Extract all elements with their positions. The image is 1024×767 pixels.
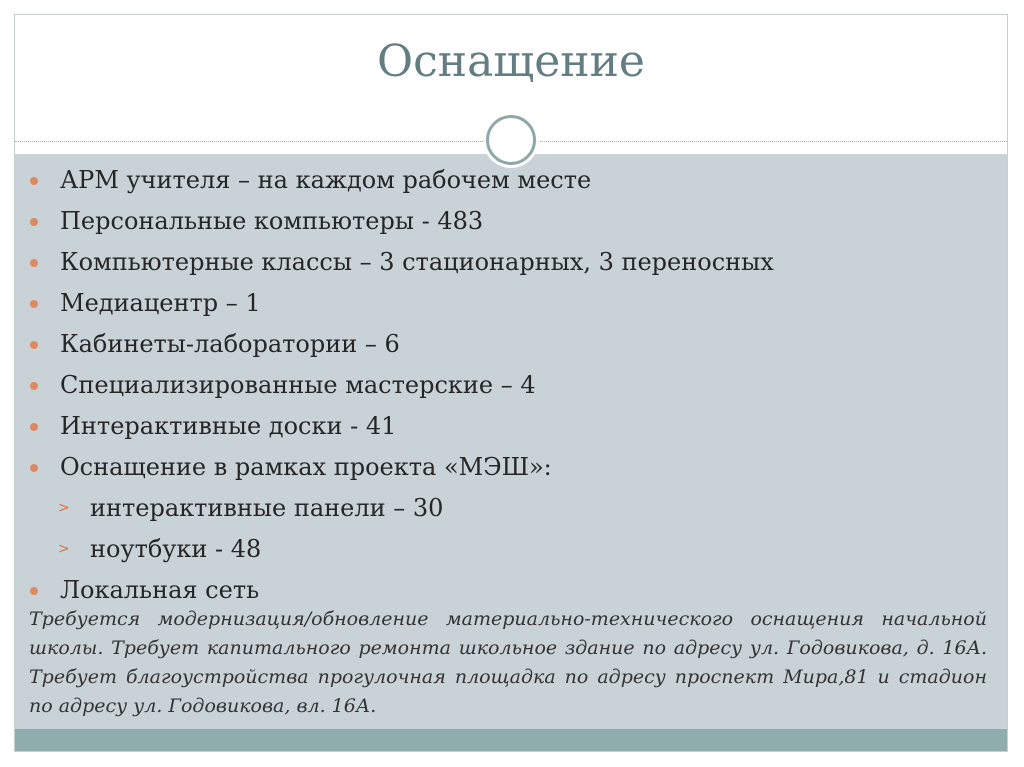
footer-band xyxy=(15,729,1007,751)
list-item xyxy=(28,447,988,488)
sub-list-item-text: интерактивные панели – 30 xyxy=(90,494,444,522)
list-item xyxy=(28,406,988,447)
list-item-text: Персональные компьютеры - 483 xyxy=(60,207,484,235)
list-item-text: Кабинеты-лаборатории – 6 xyxy=(60,330,400,358)
bullet-list xyxy=(28,160,988,611)
list-item xyxy=(28,242,988,283)
list-item-text: Интерактивные доски - 41 xyxy=(60,412,397,440)
list-item xyxy=(28,365,988,406)
list-item-text: Компьютерные классы – 3 стационарных, 3 переносных xyxy=(60,248,774,276)
list-item xyxy=(28,324,988,365)
list-item xyxy=(28,283,988,324)
note-paragraph: Требуется модернизация/обновление материально-технического оснащения начальной школы. Требует капитального ремонта школьное здание по адресу ул. Годовикова, д. 16А. Требует благоустройства прогулочная площадка по адресу проспект Мира,81 и стадион по адресу ул. Годовикова, вл. 16А. xyxy=(29,608,987,717)
circle-bullet-icon xyxy=(30,177,38,185)
list-item xyxy=(28,201,988,242)
circle-bullet-icon xyxy=(30,382,38,390)
list-item-text: Оснащение в рамках проекта «МЭШ»: xyxy=(60,453,552,481)
circle-bullet-icon xyxy=(30,464,38,472)
circle-bullet-icon xyxy=(30,587,38,595)
circle-bullet-icon xyxy=(30,259,38,267)
list-item-text: Специализированные мастерские – 4 xyxy=(60,371,536,399)
circle-bullet-icon xyxy=(30,341,38,349)
sub-list-item xyxy=(28,529,988,570)
slide-title: Оснащение xyxy=(377,36,645,87)
list-item xyxy=(28,160,988,201)
circle-bullet-icon xyxy=(30,218,38,226)
chevron-right-icon: > xyxy=(58,541,70,557)
circle-bullet-icon xyxy=(30,423,38,431)
chevron-right-icon: > xyxy=(58,500,70,516)
circle-bullet-icon xyxy=(30,300,38,308)
ring-ornament-inner xyxy=(486,115,536,165)
list-item-text: АРМ учителя – на каждом рабочем месте xyxy=(60,166,592,194)
list-item-text: Медиацентр – 1 xyxy=(60,289,261,317)
sub-list-item-text: ноутбуки - 48 xyxy=(90,535,262,563)
list-item-text: Локальная сеть xyxy=(60,576,260,604)
sub-list-item xyxy=(28,488,988,529)
